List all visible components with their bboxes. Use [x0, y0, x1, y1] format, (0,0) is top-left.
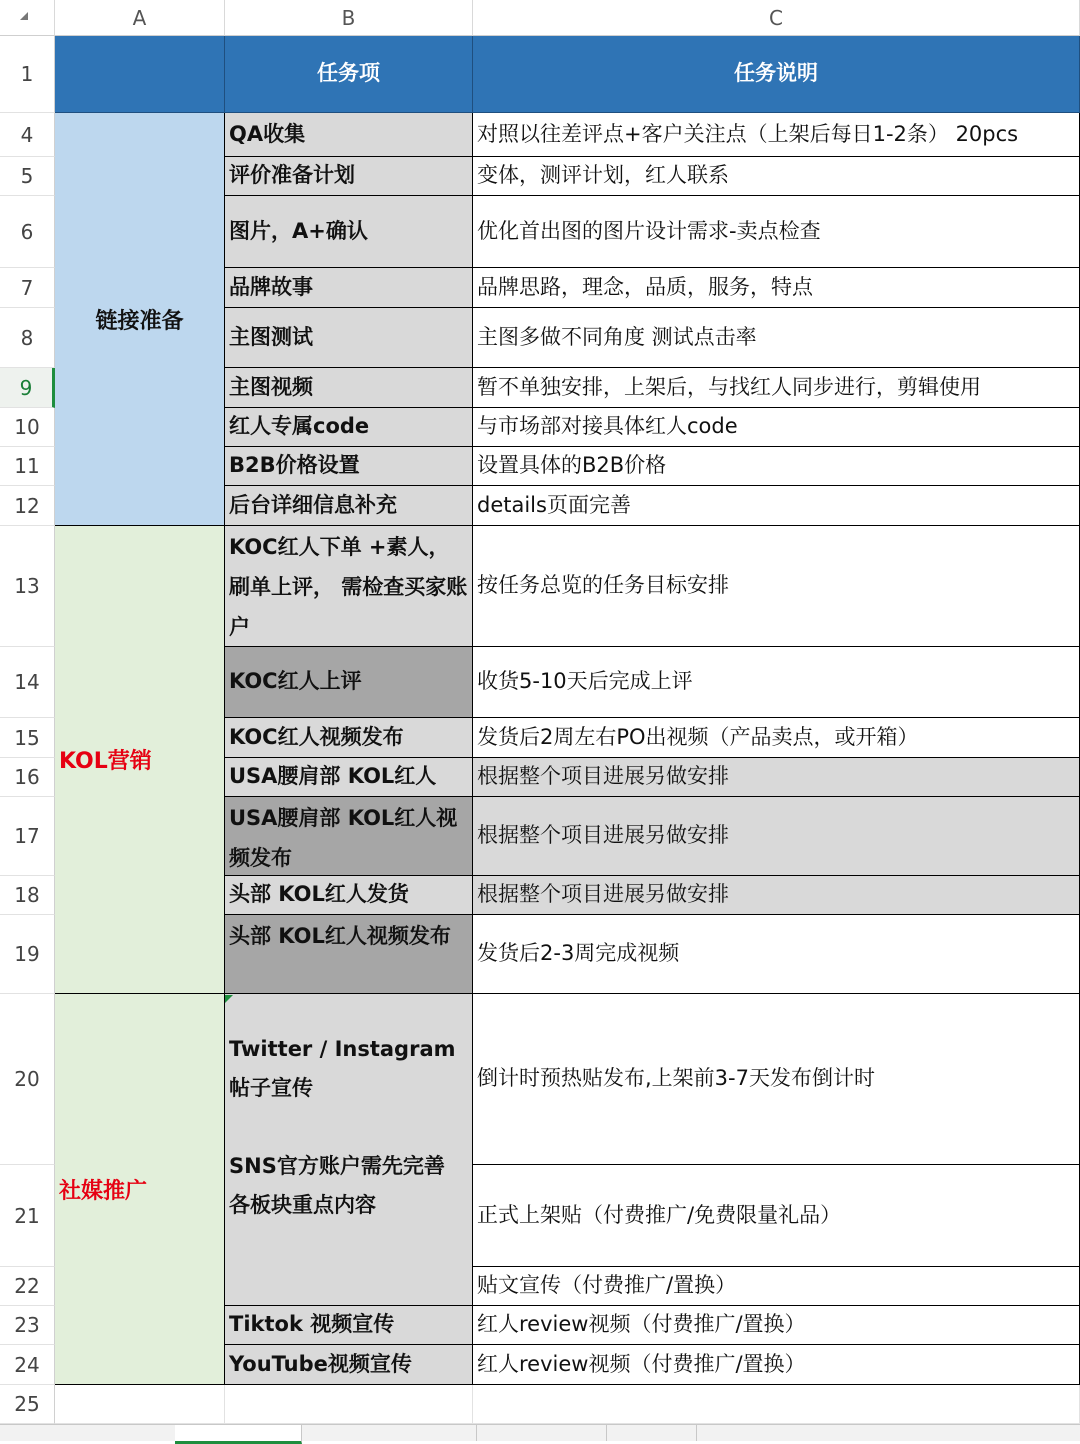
task-description-cell[interactable]: 根据整个项目进展另做安排 — [473, 758, 1080, 797]
group-cell-social[interactable]: 社媒推广 — [55, 994, 225, 1385]
task-item-cell[interactable]: USA腰肩部 KOL红人 — [225, 758, 473, 797]
task-description-cell[interactable]: 对照以往差评点+客户关注点（上架后每日1-2条） 20pcs — [473, 113, 1080, 157]
row-header[interactable]: 9 — [0, 368, 55, 408]
select-all-corner[interactable] — [0, 0, 55, 36]
spacer — [229, 1108, 468, 1147]
task-description-cell[interactable]: 贴文宣传（付费推广/置换） — [473, 1267, 1080, 1306]
row-header[interactable]: 25 — [0, 1385, 55, 1424]
header-cell-a[interactable] — [55, 36, 225, 113]
row-header[interactable]: 14 — [0, 647, 55, 718]
row-header[interactable]: 17 — [0, 797, 55, 876]
task-item-cell[interactable]: QA收集 — [225, 113, 473, 157]
comment-indicator-icon — [225, 995, 233, 1003]
task-description-cell[interactable]: 收货5-10天后完成上评 — [473, 647, 1080, 718]
task-description-cell[interactable]: 正式上架贴（付费推广/免费限量礼品） — [473, 1165, 1080, 1267]
task-item-cell[interactable]: KOC红人上评 — [225, 647, 473, 718]
group-cell-prep[interactable]: 链接准备 — [55, 113, 225, 526]
task-description-cell[interactable]: 红人review视频（付费推广/置换） — [473, 1345, 1080, 1385]
row-header[interactable]: 19 — [0, 915, 55, 994]
sheet-tab[interactable] — [600, 1425, 697, 1441]
task-description-cell[interactable]: 暂不单独安排，上架后，与找红人同步进行，剪辑使用 — [473, 368, 1080, 408]
task-item-cell[interactable]: 头部 KOL红人视频发布 — [225, 915, 473, 994]
task-item-cell-merged[interactable] — [225, 994, 473, 1306]
task-item-line: Twitter / Instagram — [229, 1037, 456, 1061]
task-item-line: SNS官方账户需先完善 — [229, 1154, 445, 1178]
empty-cell[interactable] — [473, 1385, 1080, 1424]
sheet-tab[interactable] — [300, 1425, 477, 1441]
task-item-cell[interactable]: USA腰肩部 KOL红人视频发布 — [225, 797, 473, 876]
row-header[interactable]: 5 — [0, 157, 55, 196]
task-item-line: 各板块重点内容 — [229, 1193, 376, 1217]
task-description-cell[interactable]: 按任务总览的任务目标安排 — [473, 526, 1080, 647]
task-description-cell[interactable]: 根据整个项目进展另做安排 — [473, 876, 1080, 915]
row-header[interactable]: 15 — [0, 718, 55, 758]
row-header[interactable]: 18 — [0, 876, 55, 915]
sheet-tab[interactable] — [470, 1425, 607, 1441]
row-header[interactable]: 12 — [0, 486, 55, 526]
group-cell-kol[interactable]: KOL营销 — [55, 526, 225, 994]
task-item-cell[interactable]: 品牌故事 — [225, 268, 473, 308]
row-header[interactable]: 22 — [0, 1267, 55, 1306]
task-item-cell[interactable]: B2B价格设置 — [225, 447, 473, 486]
task-description-cell[interactable]: 根据整个项目进展另做安排 — [473, 797, 1080, 876]
row-header[interactable]: 6 — [0, 196, 55, 268]
row-header[interactable]: 13 — [0, 526, 55, 647]
row-header[interactable]: 10 — [0, 408, 55, 447]
task-item-cell[interactable]: KOC红人视频发布 — [225, 718, 473, 758]
task-item-cell[interactable]: 主图视频 — [225, 368, 473, 408]
row-header[interactable]: 1 — [0, 36, 55, 113]
header-cell-c[interactable]: 任务说明 — [473, 36, 1080, 113]
sheet-tab-active[interactable] — [175, 1425, 302, 1444]
task-item-cell[interactable]: Tiktok 视频宣传 — [225, 1306, 473, 1345]
task-item-cell[interactable]: 红人专属code — [225, 408, 473, 447]
column-header-b[interactable]: B — [225, 0, 473, 36]
task-description-cell[interactable]: details页面完善 — [473, 486, 1080, 526]
task-item-cell[interactable]: KOC红人下单 +素人，刷单上评， 需检查买家账户 — [225, 526, 473, 647]
empty-cell[interactable] — [55, 1385, 225, 1424]
corner-triangle-icon — [20, 12, 28, 20]
task-item-cell[interactable]: 评价准备计划 — [225, 157, 473, 196]
task-item-cell[interactable]: 图片，A+确认 — [225, 196, 473, 268]
task-item-line: 帖子宣传 — [229, 1076, 313, 1100]
task-item-cell[interactable]: 头部 KOL红人发货 — [225, 876, 473, 915]
sheet-tab-bar — [0, 1424, 1080, 1441]
task-description-cell[interactable]: 红人review视频（付费推广/置换） — [473, 1306, 1080, 1345]
task-description-cell[interactable]: 发货后2-3周完成视频 — [473, 915, 1080, 994]
task-description-cell[interactable]: 优化首出图的图片设计需求-卖点检查 — [473, 196, 1080, 268]
task-description-cell[interactable]: 倒计时预热贴发布,上架前3-7天发布倒计时 — [473, 994, 1080, 1165]
row-header[interactable]: 4 — [0, 113, 55, 157]
row-header[interactable]: 7 — [0, 268, 55, 308]
task-description-cell[interactable]: 品牌思路，理念，品质，服务，特点 — [473, 268, 1080, 308]
task-description-cell[interactable]: 主图多做不同角度 测试点击率 — [473, 308, 1080, 368]
row-header[interactable]: 23 — [0, 1306, 55, 1345]
column-header-c[interactable]: C — [473, 0, 1080, 36]
row-header[interactable]: 21 — [0, 1165, 55, 1267]
empty-cell[interactable] — [225, 1385, 473, 1424]
task-item-cell[interactable]: 后台详细信息补充 — [225, 486, 473, 526]
task-item-cell[interactable]: 主图测试 — [225, 308, 473, 368]
row-header[interactable]: 11 — [0, 447, 55, 486]
column-header-a[interactable]: A — [55, 0, 225, 36]
task-description-cell[interactable]: 发货后2周左右PO出视频（产品卖点，或开箱） — [473, 718, 1080, 758]
row-header[interactable]: 16 — [0, 758, 55, 797]
task-description-cell[interactable]: 设置具体的B2B价格 — [473, 447, 1080, 486]
task-description-cell[interactable]: 变体，测评计划，红人联系 — [473, 157, 1080, 196]
header-cell-b[interactable]: 任务项 — [225, 36, 473, 113]
row-header[interactable]: 20 — [0, 994, 55, 1165]
task-item-cell[interactable]: YouTube视频宣传 — [225, 1345, 473, 1385]
task-description-cell[interactable]: 与市场部对接具体红人code — [473, 408, 1080, 447]
row-header[interactable]: 8 — [0, 308, 55, 368]
row-header[interactable]: 24 — [0, 1345, 55, 1385]
